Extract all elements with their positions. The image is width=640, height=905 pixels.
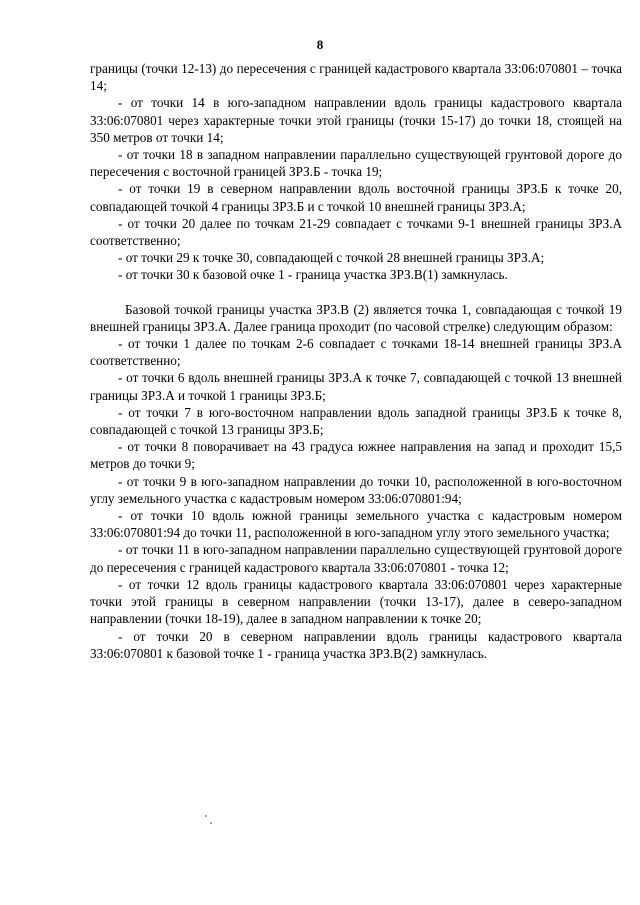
paragraph: - от точки 14 в юго-западном направлении вдоль границы кадастрового квартала 33:06:070801 через характерные точки этой границы (точки 15-17) до точки 18, стоящей на 350 метров от точки 14; bbox=[90, 95, 622, 145]
paragraph: - от точки 20 в северном направлении вдоль границы кадастрового квартала 33:06:070801 к базовой точке 1 - граница участка ЗРЗ.В(2) замкнулась. bbox=[90, 628, 622, 661]
paragraph: - от точки 7 в юго-восточном направлении вдоль западной границы ЗРЗ.Б к точке 8, совпадающей с точкой 13 границы ЗРЗ.Б; bbox=[90, 404, 622, 438]
paragraph: границы (точки 12-13) до пересечения с границей кадастрового квартала 33:06:070801 – точка 14; bbox=[90, 61, 622, 94]
paragraph: - от точки 29 к точке 30, совпадающей с точкой 28 внешней границы ЗРЗ.А; bbox=[118, 250, 545, 266]
page-number: 8 bbox=[316, 37, 324, 52]
paragraph: - от точки 30 к базовой очке 1 - граница участка ЗРЗ.В(1) замкнулась. bbox=[118, 267, 508, 283]
paragraph: - от точки 18 в западном направлении параллельно существующей грунтовой дороге до пересечения с восточной границей ЗРЗ.Б - точка 19; bbox=[90, 147, 622, 180]
scan-speck bbox=[205, 815, 207, 817]
paragraph: - от точки 12 вдоль границы кадастрового квартала 33:06:070801 через характерные точки этой границы в северном направлении (точки 13-17), далее в северо-западном направлении (точки 18-19), далее в западном направлении к точке 20; bbox=[90, 576, 622, 627]
paragraph: - от точки 20 далее по точкам 21-29 совпадает с точками 9-1 внешней границы ЗРЗ.А соответственно; bbox=[90, 215, 622, 249]
paragraph: - от точки 11 в юго-западном направлении параллельно существующей грунтовой дороге до пересечения с границей кадастрового квартала 33:06:070801 - точка 12; bbox=[90, 542, 622, 575]
paragraph: - от точки 8 поворачивает на 43 градуса южнее направления на запад и проходит 15,5 метров до точки 9; bbox=[90, 439, 622, 472]
paragraph-spacer bbox=[90, 284, 622, 301]
paragraph: - от точки 6 вдоль внешней границы ЗРЗ.А к точке 7, совпадающей с точкой 13 внешней границы ЗРЗ.А и точкой 1 границы ЗРЗ.Б; bbox=[90, 370, 622, 403]
document-body bbox=[90, 60, 622, 662]
paragraph: - от точки 9 в юго-западном направлении до точки 10, расположенной в юго-восточном углу земельного участка с кадастровым номером 33:06:070801:94; bbox=[90, 473, 622, 506]
paragraph: Базовой точкой границы участка ЗРЗ.В (2) является точка 1, совпадающая с точкой 19 внешней границы ЗРЗ.А. Далее граница проходит (по часовой стрелке) следующим образом: bbox=[90, 301, 622, 334]
paragraph: - от точки 1 далее по точкам 2-6 совпадает с точками 18-14 внешней границы ЗРЗ.А соответственно; bbox=[90, 336, 622, 369]
scan-speck bbox=[210, 822, 212, 824]
paragraph: - от точки 19 в северном направлении вдоль восточной границы ЗРЗ.Б к точке 20, совпадающей точкой 4 границы ЗРЗ.Б и с точкой 10 внешней границы ЗРЗ.А; bbox=[90, 181, 622, 214]
paragraph: - от точки 10 вдоль южной границы земельного участка с кадастровым номером 33:06:070801:94 до точки 11, расположенной в юго-западном углу этого земельного участка; bbox=[90, 508, 622, 541]
